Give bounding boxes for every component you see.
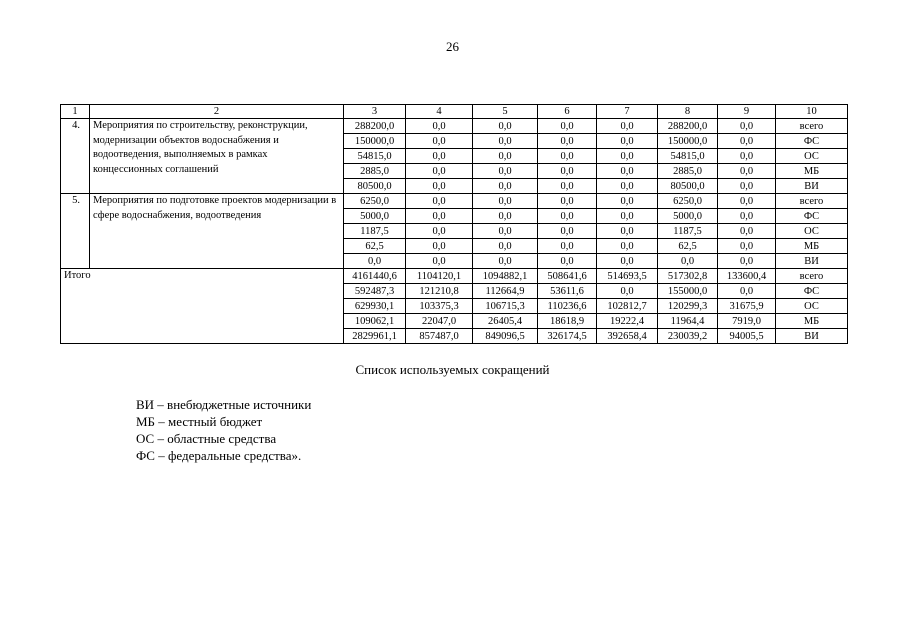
total-value-cell: 133600,4 <box>718 269 776 284</box>
total-value-cell: 106715,3 <box>473 299 538 314</box>
funding-source-cell: ОС <box>776 224 848 239</box>
value-cell: 1187,5 <box>344 224 406 239</box>
value-cell: 0,0 <box>344 254 406 269</box>
table-header-row <box>61 105 848 119</box>
total-label: Итого <box>61 269 344 344</box>
total-value-cell: 121210,8 <box>406 284 473 299</box>
header-cell: 2 <box>90 105 344 119</box>
total-value-cell: 1094882,1 <box>473 269 538 284</box>
header-cell: 5 <box>473 105 538 119</box>
funding-source-cell: ОС <box>776 299 848 314</box>
total-row <box>61 269 848 284</box>
total-value-cell: 1104120,1 <box>406 269 473 284</box>
value-cell: 80500,0 <box>344 179 406 194</box>
total-value-cell: 31675,9 <box>718 299 776 314</box>
value-cell: 0,0 <box>406 134 473 149</box>
value-cell: 0,0 <box>406 224 473 239</box>
value-cell: 0,0 <box>538 209 597 224</box>
abbreviation-item: ОС – областные средства <box>136 431 277 446</box>
value-cell: 0,0 <box>597 254 658 269</box>
total-value-cell: 109062,1 <box>344 314 406 329</box>
value-cell: 0,0 <box>406 239 473 254</box>
value-cell: 6250,0 <box>658 194 718 209</box>
table-row <box>61 194 848 209</box>
total-value-cell: 19222,4 <box>597 314 658 329</box>
value-cell: 0,0 <box>473 239 538 254</box>
header-cell: 8 <box>658 105 718 119</box>
value-cell: 0,0 <box>718 149 776 164</box>
header-cell: 10 <box>776 105 848 119</box>
value-cell: 0,0 <box>473 164 538 179</box>
table-row <box>61 119 848 134</box>
funding-source-cell: всего <box>776 194 848 209</box>
funding-source-cell: МБ <box>776 164 848 179</box>
value-cell: 0,0 <box>473 194 538 209</box>
value-cell: 0,0 <box>597 119 658 134</box>
total-value-cell: 0,0 <box>718 284 776 299</box>
value-cell: 0,0 <box>718 164 776 179</box>
value-cell: 6250,0 <box>344 194 406 209</box>
total-value-cell: 22047,0 <box>406 314 473 329</box>
abbreviation-item: ВИ – внебюджетные источники <box>136 397 312 412</box>
value-cell: 0,0 <box>597 134 658 149</box>
value-cell: 5000,0 <box>658 209 718 224</box>
value-cell: 0,0 <box>538 119 597 134</box>
value-cell: 0,0 <box>718 239 776 254</box>
value-cell: 62,5 <box>658 239 718 254</box>
total-value-cell: 0,0 <box>597 284 658 299</box>
funding-source-cell: ОС <box>776 149 848 164</box>
total-value-cell: 508641,6 <box>538 269 597 284</box>
total-value-cell: 155000,0 <box>658 284 718 299</box>
value-cell: 288200,0 <box>658 119 718 134</box>
measure-name: Мероприятия по подготовке проектов модернизации в сфере водоснабжения, водоотведения <box>90 194 344 269</box>
value-cell: 54815,0 <box>658 149 718 164</box>
value-cell: 0,0 <box>718 134 776 149</box>
value-cell: 0,0 <box>597 179 658 194</box>
value-cell: 0,0 <box>406 164 473 179</box>
budget-table <box>60 104 848 344</box>
value-cell: 0,0 <box>718 209 776 224</box>
total-value-cell: 103375,3 <box>406 299 473 314</box>
value-cell: 0,0 <box>406 179 473 194</box>
value-cell: 0,0 <box>473 209 538 224</box>
header-cell: 4 <box>406 105 473 119</box>
value-cell: 0,0 <box>473 149 538 164</box>
header-cell: 9 <box>718 105 776 119</box>
value-cell: 0,0 <box>538 194 597 209</box>
value-cell: 0,0 <box>718 194 776 209</box>
value-cell: 0,0 <box>406 119 473 134</box>
value-cell: 0,0 <box>538 179 597 194</box>
row-number: 5. <box>61 194 90 269</box>
header-cell: 6 <box>538 105 597 119</box>
total-value-cell: 120299,3 <box>658 299 718 314</box>
budget-table-container <box>60 104 847 344</box>
value-cell: 0,0 <box>718 254 776 269</box>
total-value-cell: 94005,5 <box>718 329 776 344</box>
header-cell: 1 <box>61 105 90 119</box>
funding-source-cell: ВИ <box>776 254 848 269</box>
value-cell: 0,0 <box>406 194 473 209</box>
value-cell: 150000,0 <box>658 134 718 149</box>
value-cell: 5000,0 <box>344 209 406 224</box>
total-value-cell: 326174,5 <box>538 329 597 344</box>
total-value-cell: 392658,4 <box>597 329 658 344</box>
value-cell: 0,0 <box>597 209 658 224</box>
funding-source-cell: ФС <box>776 209 848 224</box>
total-value-cell: 849096,5 <box>473 329 538 344</box>
value-cell: 0,0 <box>718 119 776 134</box>
funding-source-cell: ФС <box>776 284 848 299</box>
value-cell: 0,0 <box>406 209 473 224</box>
value-cell: 0,0 <box>473 254 538 269</box>
abbreviation-item: ФС – федеральные средства». <box>136 448 302 463</box>
value-cell: 0,0 <box>473 179 538 194</box>
value-cell: 0,0 <box>538 254 597 269</box>
funding-source-cell: всего <box>776 269 848 284</box>
funding-source-cell: всего <box>776 119 848 134</box>
funding-source-cell: МБ <box>776 239 848 254</box>
value-cell: 0,0 <box>538 149 597 164</box>
total-value-cell: 514693,5 <box>597 269 658 284</box>
value-cell: 0,0 <box>597 239 658 254</box>
value-cell: 0,0 <box>718 179 776 194</box>
value-cell: 0,0 <box>658 254 718 269</box>
total-value-cell: 857487,0 <box>406 329 473 344</box>
table-body <box>61 105 848 344</box>
total-value-cell: 517302,8 <box>658 269 718 284</box>
total-value-cell: 11964,4 <box>658 314 718 329</box>
total-value-cell: 629930,1 <box>344 299 406 314</box>
total-value-cell: 7919,0 <box>718 314 776 329</box>
value-cell: 2885,0 <box>658 164 718 179</box>
value-cell: 62,5 <box>344 239 406 254</box>
page-number: 26 <box>446 39 459 54</box>
total-value-cell: 4161440,6 <box>344 269 406 284</box>
value-cell: 0,0 <box>538 239 597 254</box>
total-value-cell: 53611,6 <box>538 284 597 299</box>
funding-source-cell: ВИ <box>776 179 848 194</box>
value-cell: 0,0 <box>538 164 597 179</box>
header-cell: 7 <box>597 105 658 119</box>
total-value-cell: 230039,2 <box>658 329 718 344</box>
value-cell: 80500,0 <box>658 179 718 194</box>
total-value-cell: 112664,9 <box>473 284 538 299</box>
header-cell: 3 <box>344 105 406 119</box>
value-cell: 0,0 <box>406 149 473 164</box>
value-cell: 150000,0 <box>344 134 406 149</box>
total-value-cell: 26405,4 <box>473 314 538 329</box>
total-value-cell: 110236,6 <box>538 299 597 314</box>
abbreviations-list <box>136 396 311 464</box>
measure-name: Мероприятия по строительству, реконструкции, модернизации объектов водоснабжения и водоотведения, выполняемых в рамках концессионных соглашений <box>90 119 344 194</box>
funding-source-cell: ВИ <box>776 329 848 344</box>
value-cell: 1187,5 <box>658 224 718 239</box>
value-cell: 0,0 <box>406 254 473 269</box>
value-cell: 0,0 <box>718 224 776 239</box>
funding-source-cell: МБ <box>776 314 848 329</box>
value-cell: 0,0 <box>597 149 658 164</box>
value-cell: 0,0 <box>597 194 658 209</box>
row-number: 4. <box>61 119 90 194</box>
total-value-cell: 102812,7 <box>597 299 658 314</box>
value-cell: 0,0 <box>473 224 538 239</box>
value-cell: 0,0 <box>538 224 597 239</box>
value-cell: 0,0 <box>538 134 597 149</box>
value-cell: 2885,0 <box>344 164 406 179</box>
abbreviation-item: МБ – местный бюджет <box>136 414 263 429</box>
value-cell: 288200,0 <box>344 119 406 134</box>
funding-source-cell: ФС <box>776 134 848 149</box>
value-cell: 0,0 <box>473 134 538 149</box>
total-value-cell: 2829961,1 <box>344 329 406 344</box>
total-value-cell: 592487,3 <box>344 284 406 299</box>
value-cell: 54815,0 <box>344 149 406 164</box>
abbreviations-title: Список используемых сокращений <box>355 362 550 377</box>
value-cell: 0,0 <box>597 164 658 179</box>
total-value-cell: 18618,9 <box>538 314 597 329</box>
value-cell: 0,0 <box>473 119 538 134</box>
value-cell: 0,0 <box>597 224 658 239</box>
